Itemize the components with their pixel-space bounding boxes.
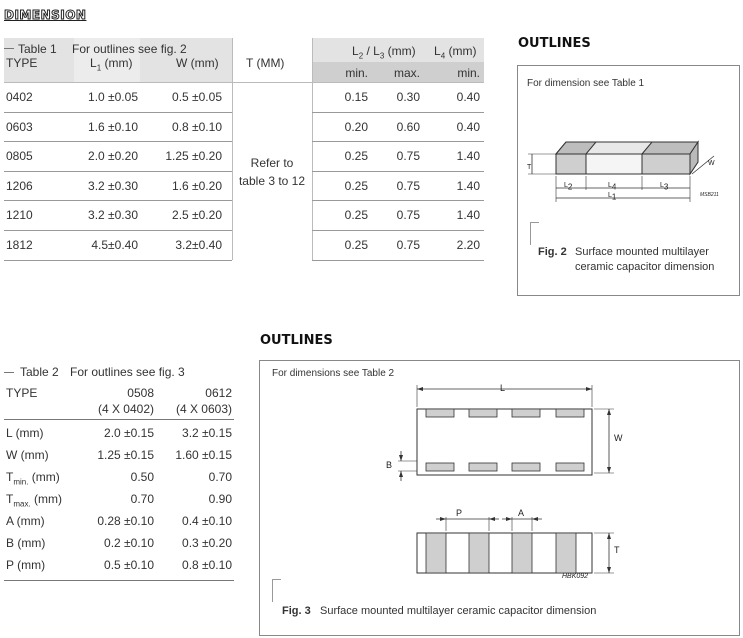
table1-header-w: W (mm) xyxy=(176,56,219,70)
table2 xyxy=(4,362,234,578)
table2-bottom-line xyxy=(4,580,234,581)
table1-cell-l4: 2.20 xyxy=(456,238,480,252)
table1-row-divider-right xyxy=(312,230,484,231)
table2-note: For outlines see fig. 3 xyxy=(70,365,185,379)
table1-caption: Table 1 xyxy=(18,42,57,56)
fig3-label-b: B xyxy=(386,460,393,470)
table1-row-divider-left xyxy=(4,260,232,261)
outlines1-heading: OUTLINES xyxy=(518,36,591,51)
table1-header-min: min. xyxy=(345,66,368,80)
table2-row-label xyxy=(6,536,45,550)
table1-cell-min: 0.25 xyxy=(344,208,368,223)
dimension-title: DIMENSION xyxy=(4,8,87,22)
table1-row-divider-left xyxy=(4,112,232,113)
table2-caption: Table 2 xyxy=(20,365,59,379)
table2-col2-line2: (4 X 0603) xyxy=(175,402,232,416)
table1-cell-type: 1206 xyxy=(6,178,33,193)
table2-cell-v2: 3.2 ±0.15 xyxy=(182,426,232,440)
table1-cell-l1: 1.6 ±0.10 xyxy=(88,119,138,134)
table2-header-line xyxy=(4,419,234,420)
fig3-label-l: L xyxy=(500,383,506,393)
table2-row-label-main: T xyxy=(6,470,14,484)
fig3-corner-mark xyxy=(272,579,281,602)
table1-row-divider-right xyxy=(312,141,484,142)
table1-header-l1: $L_1$ (mm) xyxy=(90,56,133,73)
table1-cell-l1: 3.2 ±0.30 xyxy=(88,178,138,193)
table1-row-divider-left xyxy=(4,171,232,172)
capacitor-drawing-fig2 xyxy=(518,126,739,216)
table1-cell-min: 0.20 xyxy=(344,119,368,134)
fig3-code: HBK092 xyxy=(562,573,589,580)
table2-row-label xyxy=(6,492,62,508)
table1-cell-l1: 3.2 ±0.30 xyxy=(88,208,138,223)
table1-cell-max: 0.75 xyxy=(396,178,420,193)
table1-header-l4-min: min. xyxy=(457,66,480,80)
fig3-label-t: T xyxy=(614,545,620,555)
table1-cell-type: 1812 xyxy=(6,238,33,252)
table1-header-max: max. xyxy=(393,66,420,80)
table2-cell-v2: 1.60 ±0.15 xyxy=(175,448,232,462)
fig2-caption-line2: ceramic capacitor dimension xyxy=(575,261,715,273)
fig3-label: Fig. 3 xyxy=(282,605,311,617)
table1-cell-type: 0402 xyxy=(6,90,33,104)
table1-cell-type: 0805 xyxy=(6,149,33,164)
table1-cell-max: 0.75 xyxy=(396,208,420,223)
table2-row-label-unit: (mm) xyxy=(30,492,63,506)
fig3-caption: Surface mounted multilayer ceramic capacitor dimension xyxy=(320,605,597,617)
table1 xyxy=(4,38,484,260)
table1-row-divider-right xyxy=(312,200,484,201)
table2-row-label-main: A (mm) xyxy=(6,514,45,528)
table2-row-label-main: L (mm) xyxy=(6,426,44,440)
table2-cell-v2: 0.90 xyxy=(208,492,232,506)
table2-cell-v2: 0.4 ±0.10 xyxy=(182,514,232,528)
table1-cell-l4: 1.40 xyxy=(456,149,480,164)
table2-type-label: TYPE xyxy=(6,386,38,400)
table2-row-label-main: W (mm) xyxy=(6,448,49,462)
fig3-label-p: P xyxy=(456,508,463,518)
table2-row-label-main: P (mm) xyxy=(6,558,46,572)
table1-cell-max: 0.30 xyxy=(396,90,420,104)
table1-header-l4: $L_4$ (mm) xyxy=(434,44,477,61)
table1-sep-t-right xyxy=(312,38,313,260)
table1-row-divider-left xyxy=(4,230,232,231)
table2-cell-v2: 0.70 xyxy=(208,470,232,484)
table2-cell-v1: 0.50 xyxy=(130,470,154,484)
table2-row-label-main: B (mm) xyxy=(6,536,46,550)
fig2-label: Fig. 2 xyxy=(538,246,567,258)
table2-row-label xyxy=(6,514,45,528)
table1-cell-w: 0.8 ±0.10 xyxy=(172,119,222,134)
table2-col2-line1: 0612 xyxy=(205,386,232,400)
table2-cell-v1: 0.28 ±0.10 xyxy=(97,514,154,528)
table1-cell-w: 3.2±0.40 xyxy=(175,238,222,252)
table1-header-t: T (MM) xyxy=(246,56,285,70)
table2-cell-v1: 0.70 xyxy=(130,492,154,506)
table1-cell-type: 0603 xyxy=(6,119,33,134)
table1-header-l2l3: $L_2 / L_3$ (mm) xyxy=(352,44,416,61)
table2-row-label xyxy=(6,470,60,486)
outlines2-heading: OUTLINES xyxy=(260,333,333,348)
table1-cell-type: 1210 xyxy=(6,208,33,223)
table1-sep-t-left xyxy=(232,38,233,260)
fig2-caption-line1: Surface mounted multilayer xyxy=(575,246,709,258)
table1-row-divider-right xyxy=(312,171,484,172)
table1-row-divider-left xyxy=(4,141,232,142)
table2-cell-v1: 0.5 ±0.10 xyxy=(104,558,154,572)
table2-cell-v2: 0.3 ±0.20 xyxy=(182,536,232,550)
table1-cell-l1: 4.5±0.40 xyxy=(91,238,138,252)
table1-cell-w: 2.5 ±0.20 xyxy=(172,208,222,223)
table2-cell-v1: 1.25 ±0.15 xyxy=(97,448,154,462)
table1-cell-min: 0.25 xyxy=(344,238,368,252)
table1-cell-l1: 1.0 ±0.05 xyxy=(88,90,138,104)
table2-cell-v2: 0.8 ±0.10 xyxy=(182,558,232,572)
outlines2-note: For dimensions see Table 2 xyxy=(272,368,395,379)
table1-cell-max: 0.75 xyxy=(396,149,420,164)
table2-cell-v1: 0.2 ±0.10 xyxy=(104,536,154,550)
table2-row-label-sub: max. xyxy=(13,499,31,509)
fig2-code: MSB211 xyxy=(700,192,719,198)
table1-cell-min: 0.15 xyxy=(344,90,368,104)
caption-tick xyxy=(4,48,14,49)
table1-cell-l1: 2.0 ±0.20 xyxy=(88,149,138,164)
outlines2-figure-box xyxy=(259,360,740,636)
fig2-label-l3: $L_3$ xyxy=(660,182,669,192)
fig3-label-a: A xyxy=(518,508,525,518)
table1-note: For outlines see fig. 2 xyxy=(72,42,187,56)
fig3-label-w: W xyxy=(614,433,623,443)
table2-row-label-main: T xyxy=(6,492,14,506)
table2-row-label xyxy=(6,448,49,462)
table2-cell-v1: 2.0 ±0.15 xyxy=(104,426,154,440)
table1-cell-max: 0.60 xyxy=(396,119,420,134)
table2-row-label xyxy=(6,426,44,440)
outlines1-note: For dimension see Table 1 xyxy=(527,78,645,89)
table1-cell-l4: 0.40 xyxy=(456,90,480,104)
table1-cell-l4: 0.40 xyxy=(456,119,480,134)
table1-row-divider-right xyxy=(312,260,484,261)
table1-row-divider-right xyxy=(312,112,484,113)
fig2-label-l2: $L_2$ xyxy=(564,182,573,192)
table1-cell-l4: 1.40 xyxy=(456,208,480,223)
table1-row-divider-left xyxy=(4,200,232,201)
table2-col1-line1: 0508 xyxy=(127,386,154,400)
fig2-label-l1: $L_1$ xyxy=(608,192,617,202)
table1-cell-min: 0.25 xyxy=(344,149,368,164)
fig2-label-l4: $L_4$ xyxy=(608,182,617,192)
table2-row-label-unit: (mm) xyxy=(28,470,60,484)
table1-header-bottom xyxy=(4,82,484,83)
capacitor-array-drawing-fig3 xyxy=(260,361,739,591)
table1-cell-min: 0.25 xyxy=(344,178,368,193)
fig2-label-w: W xyxy=(708,160,715,167)
table1-header-type: TYPE xyxy=(6,56,38,70)
table1-cell-w: 0.5 ±0.05 xyxy=(172,90,222,104)
outlines1-figure-box xyxy=(517,65,740,296)
table1-cell-w: 1.6 ±0.20 xyxy=(172,178,222,193)
table1-cell-max: 0.75 xyxy=(396,238,420,252)
table1-refer-line1: Refer to xyxy=(250,156,294,170)
fig2-corner-mark xyxy=(530,222,539,245)
table1-cell-l4: 1.40 xyxy=(456,178,480,193)
table2-row-label xyxy=(6,558,45,572)
fig2-label-t: T xyxy=(527,164,532,171)
table1-cell-w: 1.25 ±0.20 xyxy=(165,149,222,164)
table2-row-label-sub: min. xyxy=(13,477,29,487)
table2-col1-line2: (4 X 0402) xyxy=(97,402,154,416)
table2-caption-tick xyxy=(4,372,14,373)
table1-refer-line2: table 3 to 12 xyxy=(238,174,306,188)
